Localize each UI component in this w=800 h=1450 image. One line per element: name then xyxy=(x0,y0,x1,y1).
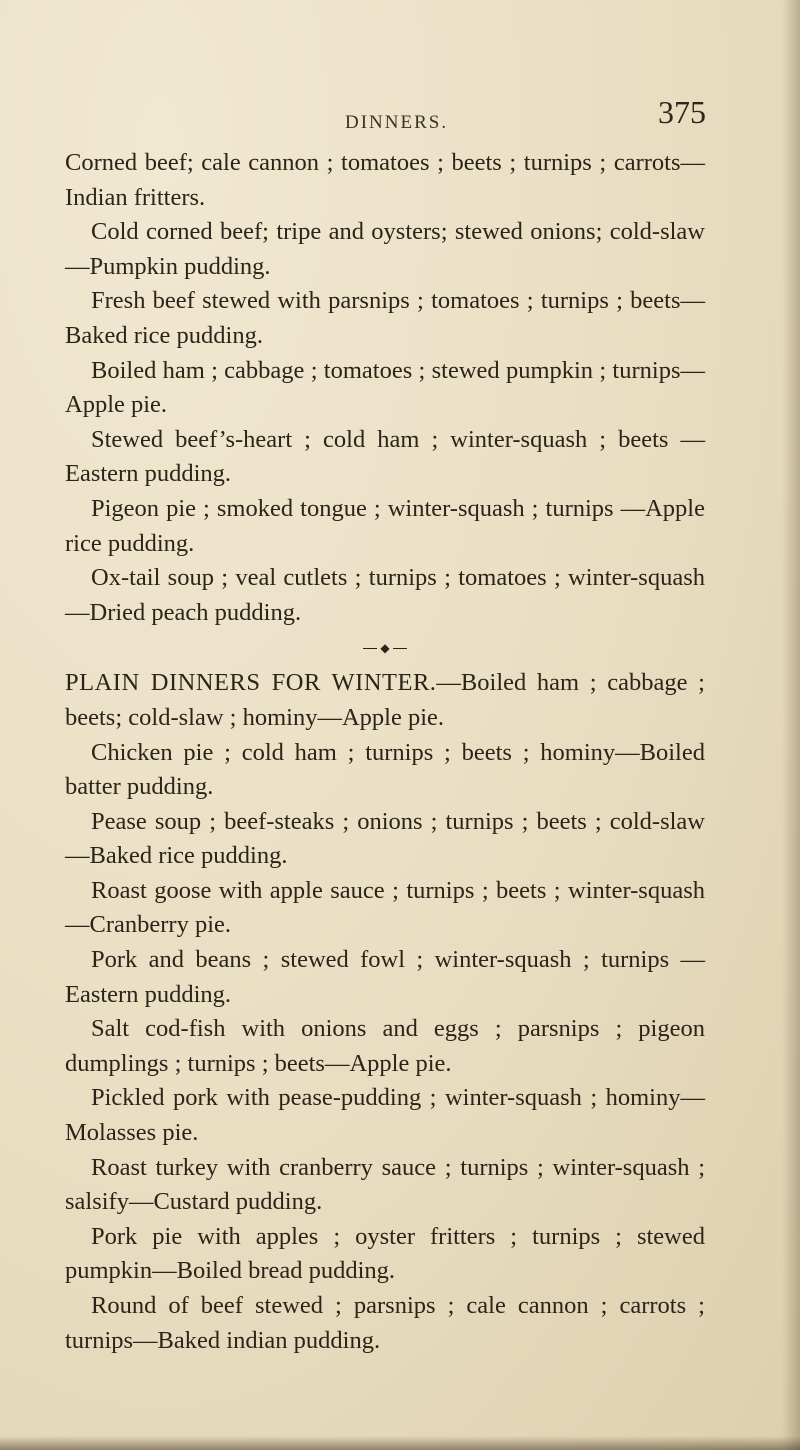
menu-paragraph: Pork pie with apples ; oyster fritters ; turnips ; stewed pumpkin—Boiled bread pudding. xyxy=(65,1222,705,1285)
text-block xyxy=(65,146,705,1358)
menu-paragraph: Pork and beans ; stewed fowl ; winter-squash ; turnips —Eastern pudding. xyxy=(65,946,705,1008)
menu-paragraph: Pease soup ; beef-steaks ; onions ; turnips ; beets ; cold-slaw—Baked rice pudding. xyxy=(65,807,705,870)
divider-line xyxy=(363,648,377,649)
menu-paragraph: Corned beef; cale cannon ; tomatoes ; beets ; turnips ; carrots—Indian fritters. xyxy=(65,149,705,211)
menu-paragraph: Roast turkey with cranberry sauce ; turnips ; winter-squash ; salsify—Custard pudding. xyxy=(65,1153,705,1216)
diamond-ornament-icon: ◆ xyxy=(380,641,390,656)
menu-paragraph: Boiled ham ; cabbage ; tomatoes ; stewed pumpkin ; turnips—Apple pie. xyxy=(65,356,705,419)
menu-paragraph: Round of beef stewed ; parsnips ; cale cannon ; carrots ; turnips—Baked indian pudding. xyxy=(65,1292,705,1354)
section-divider xyxy=(65,630,705,666)
menu-paragraph: Ox-tail soup ; veal cutlets ; turnips ; tomatoes ; winter-squash—Dried peach pudding. xyxy=(65,564,705,626)
menu-paragraph: Roast goose with apple sauce ; turnips ; beets ; winter-squash—Cranberry pie. xyxy=(65,876,705,939)
winter-first-paragraph xyxy=(65,666,705,735)
section-heading: PLAIN DINNERS FOR WINTER. xyxy=(65,669,437,697)
divider-line xyxy=(393,648,407,649)
menu-paragraph: Pickled pork with pease-pudding ; winter-squash ; hominy—Molasses pie. xyxy=(65,1084,705,1147)
menu-paragraph: Chicken pie ; cold ham ; turnips ; beets ; hominy—Boiled batter pudding. xyxy=(65,738,705,801)
winter-first-text: —Boiled ham ; cabbage ; beets; cold-slaw ; hominy—Apple pie. xyxy=(65,669,705,731)
page-bottom-shadow xyxy=(0,1436,800,1450)
page-number: 375 xyxy=(658,94,706,130)
menu-paragraph: Fresh beef stewed with parsnips ; tomatoes ; turnips ; beets—Baked rice pudding. xyxy=(65,287,705,349)
menu-paragraph: Pigeon pie ; smoked tongue ; winter-squash ; turnips —Apple rice pudding. xyxy=(65,494,705,557)
menu-paragraph: Stewed beef’s-heart ; cold ham ; winter-squash ; beets —Eastern pudding. xyxy=(65,425,705,488)
menu-paragraph: Cold corned beef; tripe and oysters; stewed onions; cold-slaw—Pumpkin pudding. xyxy=(65,218,705,280)
running-title: DINNERS. xyxy=(345,112,449,133)
running-head xyxy=(0,94,800,134)
menu-paragraph: Salt cod-fish with onions and eggs ; parsnips ; pigeon dumplings ; turnips ; beets—Apple pie. xyxy=(65,1015,705,1077)
page-edge-shadow xyxy=(782,0,800,1450)
